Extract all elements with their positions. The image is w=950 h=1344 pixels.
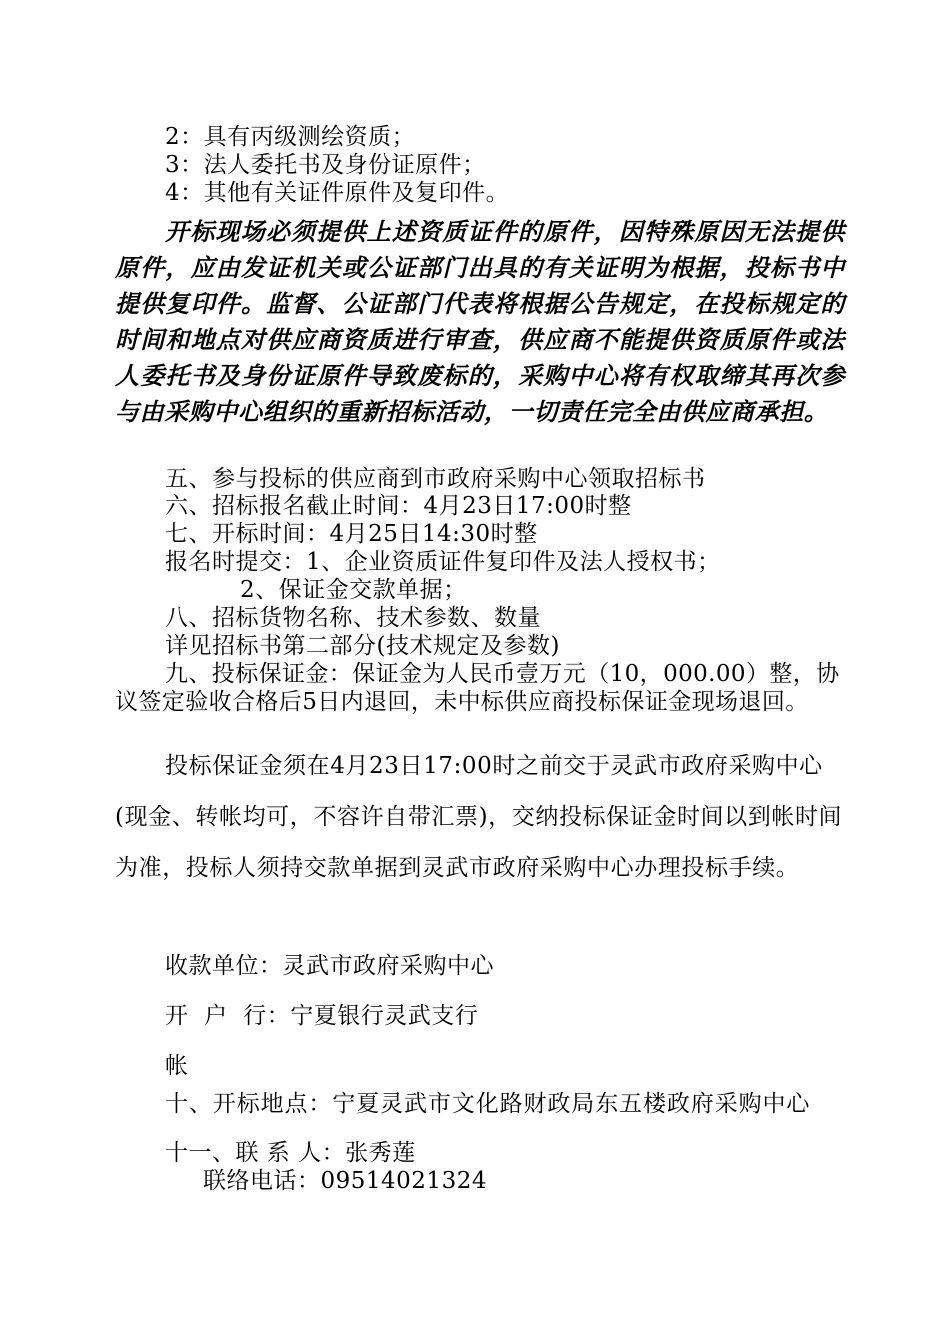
requirement-4: 4：其他有关证件原件及复印件。 [165, 180, 510, 206]
item-8-detail: 详见招标书第二部分(技术规定及参数) [165, 633, 560, 659]
item-5: 五、参与投标的供应商到市政府采购中心领取招标书 [165, 466, 706, 492]
account-label: 帐 [165, 1053, 189, 1079]
requirement-2: 2：具有丙级测绘资质； [165, 124, 416, 150]
item-6-deadline: 六、招标报名截止时间：4月23日17:00时整 [165, 493, 632, 519]
item-8: 八、招标货物名称、技术参数、数量 [165, 605, 541, 631]
bold-notice-paragraph: 开标现场必须提供上述资质证件的原件，因特殊原因无法提供原件，应由发证机关或公证部门出具的有关证明为根据，投标书中提供复印件。监督、公证部门代表将根据公告规定，在投标规定的时间和地点对供应商资质进行审查，供应商不能提供资质原件或法人委托书及身份证原件导致废标的，采购中心将有权取缔其再次参与由采购中心组织的重新招标活动，一切责任完全由供应商承担。 [115, 218, 845, 426]
deposit-instructions: 投标保证金须在4月23日17:00时之前交于灵武市政府采购中心(现金、转帐均可，不容许自带汇票)，交纳投标保证金时间以到帐时间为准，投标人须持交款单据到灵武市政府采购中心办理投标手续。 [115, 753, 843, 881]
contact-phone: 联络电话：09514021324 [203, 1168, 487, 1194]
item-10-location: 十、开标地点：宁夏灵武市文化路财政局东五楼政府采购中心 [165, 1091, 811, 1117]
item-11-contact: 十一、联 系 人：张秀莲 [165, 1140, 416, 1166]
payee: 收款单位：灵武市政府采购中心 [165, 953, 494, 979]
requirement-3: 3：法人委托书及身份证原件； [165, 152, 486, 178]
bank: 开 户 行：宁夏银行灵武支行 [165, 1003, 479, 1029]
item-9-deposit: 九、投标保证金：保证金为人民币壹万元（10，000.00）整，协议签定验收合格后5日内退回，未中标供应商投标保证金现场退回。 [115, 661, 840, 715]
submit-item-2: 2、保证金交款单据； [240, 577, 467, 603]
submit-item-1: 报名时提交：1、企业资质证件复印件及法人授权书； [165, 549, 721, 575]
item-7-opening-time: 七、开标时间：4月25日14:30时整 [165, 521, 538, 547]
